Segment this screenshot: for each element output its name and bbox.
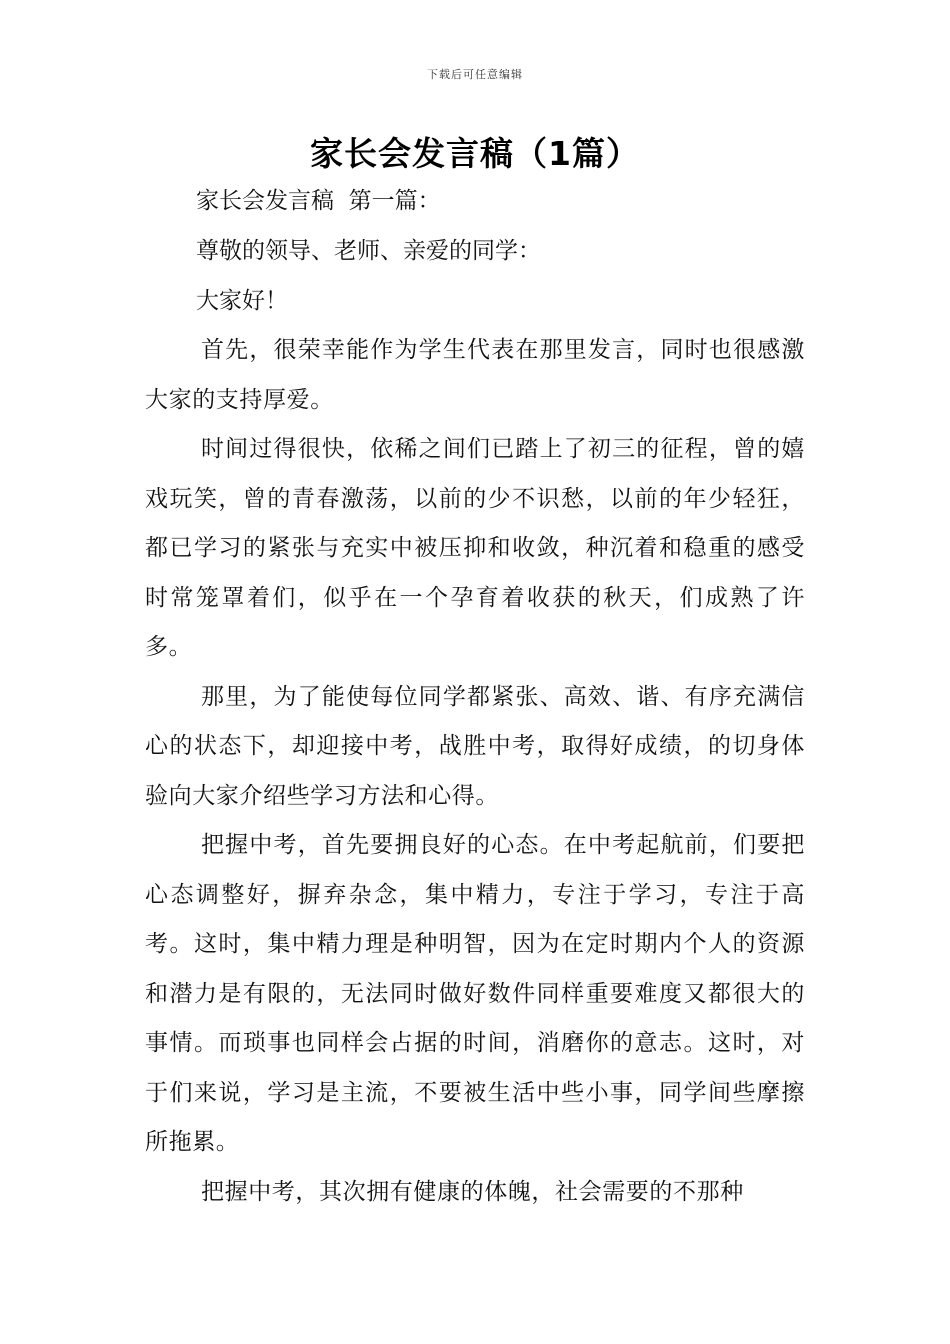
paragraph-1: 首先，很荣幸能作为学生代表在那里发言，同时也很感激大家的支持厚爱。	[145, 337, 805, 413]
document-body	[145, 176, 805, 1217]
document-title: 家长会发言稿（1篇）	[310, 134, 640, 173]
greeting-line: 尊敬的领导、老师、亲爱的同学：	[196, 238, 541, 264]
header-note: 下载后可任意编辑	[427, 68, 523, 81]
salutation-line: 大家好！	[196, 288, 288, 314]
document-subtitle: 家长会发言稿 第一篇：	[196, 188, 441, 214]
paragraph-5: 把握中考，其次拥有健康的体魄，社会需要的不那种	[201, 1178, 744, 1205]
paragraph-4: 把握中考，首先要拥良好的心态。在中考起航前，们要把心态调整好，摒弃杂念，集中精力，专注于学习，专注于高考。这时，集中精力理是种明智，因为在定时期内个人的资源和潜力是有限的，无法同时做好数件同样重要难度又都很大的事情。而琐事也同样会占据的时间，消磨你的意志。这时，对于们来说，学习是主流，不要被生活中些小事，同学间些摩擦所拖累。	[145, 832, 805, 1155]
paragraph-2: 时间过得很快，依稀之间们已踏上了初三的征程，曾的嬉戏玩笑，曾的青春激荡，以前的少不识愁，以前的年少轻狂，都已学习的紧张与充实中被压抑和收敛，种沉着和稳重的感受时常笼罩着们，似乎在一个孕育着收获的秋天，们成熟了许多。	[145, 436, 805, 660]
paragraph-3: 那里，为了能使每位同学都紧张、高效、谐、有序充满信心的状态下，却迎接中考，战胜中考，取得好成绩，的切身体验向大家介绍些学习方法和心得。	[145, 683, 805, 809]
